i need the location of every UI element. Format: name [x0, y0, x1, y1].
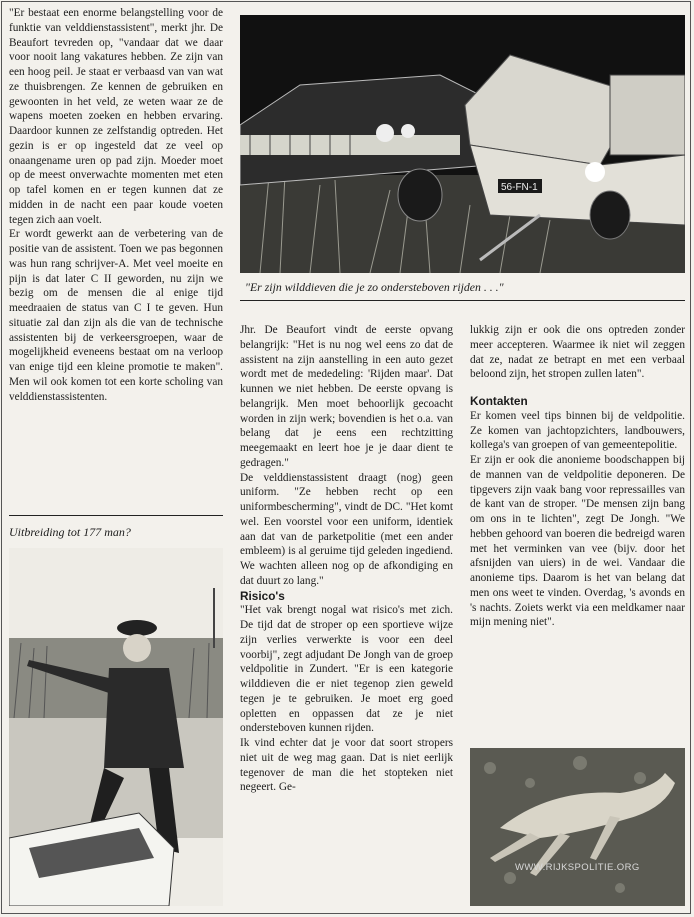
license-plate: 56-FN-1: [501, 182, 538, 193]
watermark: WWW.RIJKSPOLITIE.ORG: [515, 862, 640, 873]
car-crash-photo: [240, 15, 685, 273]
col1-paragraph-1: "Er bestaat een enorme belangstelling voor de funktie van velddienstassistent", merkt jhr. De Beaufort tevreden op, "vandaar dat we daar voor nooit lang vakatures hebben. Ze zijn van een hoog peil. Je staat er verbaasd van van wat ze thuisbrengen. Ze kennen de gebruiken en gewoonten in het veld, ze weten waar ze de wapens moeten zoeken en hebben ervaring. Daardoor kunnen ze zelfstandig optreden. Het gezin is er op ingesteld dat ze veel op onaangename uren op pad zijn. Moeder moet op de meest onverwachte momenten met eten op tafel komen en er tegen kunnen dat ze midden in de nacht een paar koude voeten tegen zich aan voelt.: [9, 7, 223, 226]
photo-caption: "Er zijn wilddieven die je zo ondersteboven rijden . . .": [245, 280, 504, 294]
car-crash-image: [240, 15, 685, 273]
officer-photo: [9, 548, 223, 906]
caption-rule: [240, 300, 685, 301]
col2-paragraph-4: Ik vind echter dat je voor dat soort stropers niet uit de weg mag gaan. Dat is niet eerlijk tegenover de man die het stopteken niet negeert. Ge-: [240, 737, 453, 794]
column-1: [9, 6, 223, 404]
section-heading-kontakten: Kontakten: [470, 394, 528, 408]
deer-photo: [470, 748, 685, 906]
col1-paragraph-2: Er wordt gewerkt aan de verbetering van de positie van de assistent. Toen we pas begonnen was hun rang schrijver-A. Met veel moeite en pijn is dat later C II geworden, nu zijn we bezig om de mensen die al enige tijd meedraaien de status van C I te geven. Hun situatie zal dan zijn als die van de technische assistenten bij de verkeersgroepen, waar de mogelijkheid eveneens bestaat om na verloop van enige tijd een kleine promotie te maken". Men wil ook komen tot een korte scholing van velddienstassistenten.: [9, 228, 223, 403]
deer-image: [470, 748, 685, 906]
column-rule: [9, 515, 223, 516]
col3-paragraph-2: Er komen veel tips binnen bij de veldpolitie. Ze komen van jachtopzichters, landbouwers, kollega's van groepen of van gemeentepolitie.: [470, 409, 685, 452]
section-subheading: Uitbreiding tot 177 man?: [9, 525, 131, 539]
column-2: [240, 323, 453, 795]
column-3: [470, 323, 685, 630]
col2-paragraph-3: "Het vak brengt nogal wat risico's met zich. De tijd dat de stroper op een sportieve wijze zijn verlies verwerkte is voor een deel voorbij", zegt adjudant De Jongh van de groep veldpolitie in Zundert. "Er is een kategorie wilddieven die er niet tegenop zien geweld tegen je te gebruiken. Je moet erg goed opletten en oppassen dat ze je niet ondersteboven kunnen rijden.: [240, 604, 453, 735]
col3-paragraph-1: lukkig zijn er ook die ons optreden zonder meer accepteren. Waarmee ik niet wil zeggen dat ze, nadat ze betrapt en met een verbaal beloond zijn, het stropen zullen laten".: [470, 324, 685, 381]
col3-paragraph-3: Er zijn er ook die anonieme boodschappen bij de mannen van de veldpolitie deponeren. De tipgevers zijn vaak bang voor repressailles van de kant van de stroper. "De mensen zijn bang om ons in te lichten", zegt De Jongh. "We hebben gehoord van boeren die bedreigd waren met het verminken van vee (bijv. door het afsnijden van uiers) in de wei. Vandaar die anonieme tips. Daarom is het van belang dat men ons weet te vinden. Overdag, 's avonds en 's nachts. Zoiets werkt via een meldkamer naar mijn mening niet".: [470, 454, 685, 629]
col2-paragraph-1: Jhr. De Beaufort vindt de eerste opvang belangrijk: "Het is nu nog wel eens zo dat de assistent na zijn aanstelling in een auto gezet wordt met de mededeling: 'Rijden maar'. Dat kunnen we niet hebben. De eerste opvang is belangrijk. Men moet behoorlijk gecoacht worden in zijn werk; bovendien is het o.a. van belang dat je eens een rechtzitting meegemaakt en leert hoe je je daar dient te gedragen.": [240, 324, 453, 469]
col2-paragraph-2: De velddienstassistent draagt (nog) geen uniform. "Ze hebben recht op een uniformbescherming", vindt de DC. "Het komt wel. Een voorstel voor een uniform, identiek aan dat van de parketpolitie (met een ander embleem) is al geruime tijd geleden ingediend. We wachten alleen nog op de afkondiging en dat duurt zo lang.": [240, 471, 453, 587]
section-heading-risicos: Risico's: [240, 588, 285, 603]
officer-image: [9, 548, 223, 906]
